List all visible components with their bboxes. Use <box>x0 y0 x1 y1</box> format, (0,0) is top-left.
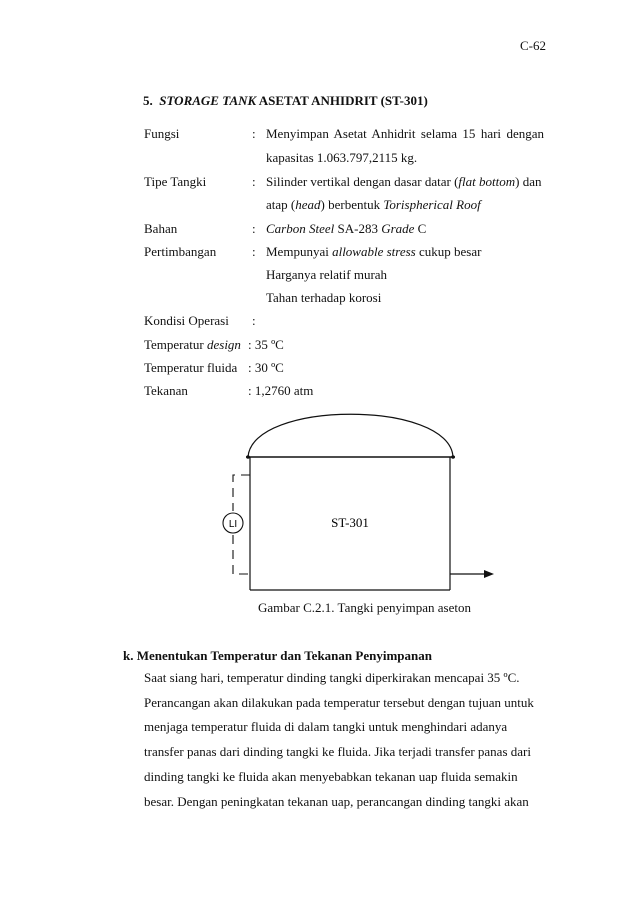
subsection-title: k. Menentukan Temperatur dan Tekanan Penyimpanan <box>123 648 432 663</box>
spec-row-fungsi <box>144 126 544 147</box>
tank-label: ST-301 <box>331 515 369 530</box>
tank-diagram <box>200 400 500 600</box>
spec-value: : 30 ºC <box>248 360 284 375</box>
spec-row-temp-fluida <box>144 360 544 381</box>
roof-seam-right-dot <box>451 455 455 459</box>
spec-row-pertimbangan-cont2 <box>144 290 544 311</box>
spec-label: Kondisi Operasi <box>144 313 229 328</box>
paragraph-line: menjaga temperatur fluida di dalam tangki untuk menghindari adanya <box>144 719 508 735</box>
spec-value: Tahan terhadap korosi <box>266 290 382 305</box>
spec-row-fungsi-cont <box>144 150 544 171</box>
spec-row-temp-design <box>144 337 544 358</box>
level-signal-upper <box>233 475 250 511</box>
paragraph-line: dinding tangki ke fluida akan menyebabkan tekanan uap fluida semakin <box>144 768 518 784</box>
spec-row-tipe <box>144 174 544 195</box>
spec-label: Bahan <box>144 221 178 236</box>
torispherical-roof <box>248 414 453 457</box>
spec-colon: : <box>252 244 256 259</box>
level-signal-lower <box>233 535 250 574</box>
spec-value: Mempunyai allowable stress cukup besar <box>266 244 482 259</box>
page-number: C-62 <box>520 38 546 53</box>
spec-row-kondisi <box>144 313 544 334</box>
paragraph-line: Saat siang hari, temperatur dinding tangki diperkirakan mencapai 35 ºC. <box>144 670 520 685</box>
section-number: 5. <box>143 93 153 108</box>
spec-colon: : <box>252 126 256 141</box>
spec-colon: : <box>252 174 256 189</box>
section-title-italic: STORAGE TANK <box>159 93 257 108</box>
level-indicator-label: LI <box>228 519 238 530</box>
spec-row-pertimbangan <box>144 244 544 265</box>
spec-row-bahan <box>144 221 544 242</box>
spec-label: Temperatur fluida <box>144 360 238 375</box>
spec-row-tipe-cont <box>144 197 544 218</box>
spec-value: Harganya relatif murah <box>266 267 388 282</box>
spec-value: : 1,2760 atm <box>248 383 314 398</box>
spec-value: : 35 ºC <box>248 337 284 352</box>
body-paragraph <box>144 666 542 814</box>
section-title <box>143 93 428 109</box>
paragraph-line: besar. Dengan peningkatan tekanan uap, perancangan dinding tangki akan <box>144 793 529 809</box>
spec-label: Temperatur design <box>144 337 241 352</box>
spec-label: Tekanan <box>144 383 188 398</box>
spec-row-pertimbangan-cont <box>144 267 544 288</box>
spec-colon: : <box>252 221 256 236</box>
spec-label: Fungsi <box>144 126 180 141</box>
spec-value: Silinder vertikal dengan dasar datar (flat bottom) dan <box>266 174 542 189</box>
outlet-arrow-icon <box>484 570 494 578</box>
paragraph-line: transfer panas dari dinding tangki ke fluida. Jika terjadi transfer panas dari <box>144 744 531 760</box>
spec-label: Tipe Tangki <box>144 174 207 189</box>
paragraph-line: Perancangan akan dilakukan pada temperatur tersebut dengan tujuan untuk <box>144 694 534 710</box>
spec-value: Carbon Steel SA-283 Grade C <box>266 221 427 236</box>
section-title-rest: ASETAT ANHIDRIT (ST-301) <box>258 93 428 108</box>
figure-caption: Gambar C.2.1. Tangki penyimpan aseton <box>258 600 471 615</box>
roof-seam-left-dot <box>246 455 250 459</box>
spec-value: Menyimpan Asetat Anhidrit selama 15 hari dengan <box>266 126 544 141</box>
spec-value: atap (head) berbentuk Torispherical Roof <box>266 197 481 212</box>
spec-colon: : <box>252 313 256 328</box>
spec-label: Pertimbangan <box>144 244 217 259</box>
spec-value: kapasitas 1.063.797,2115 kg. <box>266 150 418 165</box>
